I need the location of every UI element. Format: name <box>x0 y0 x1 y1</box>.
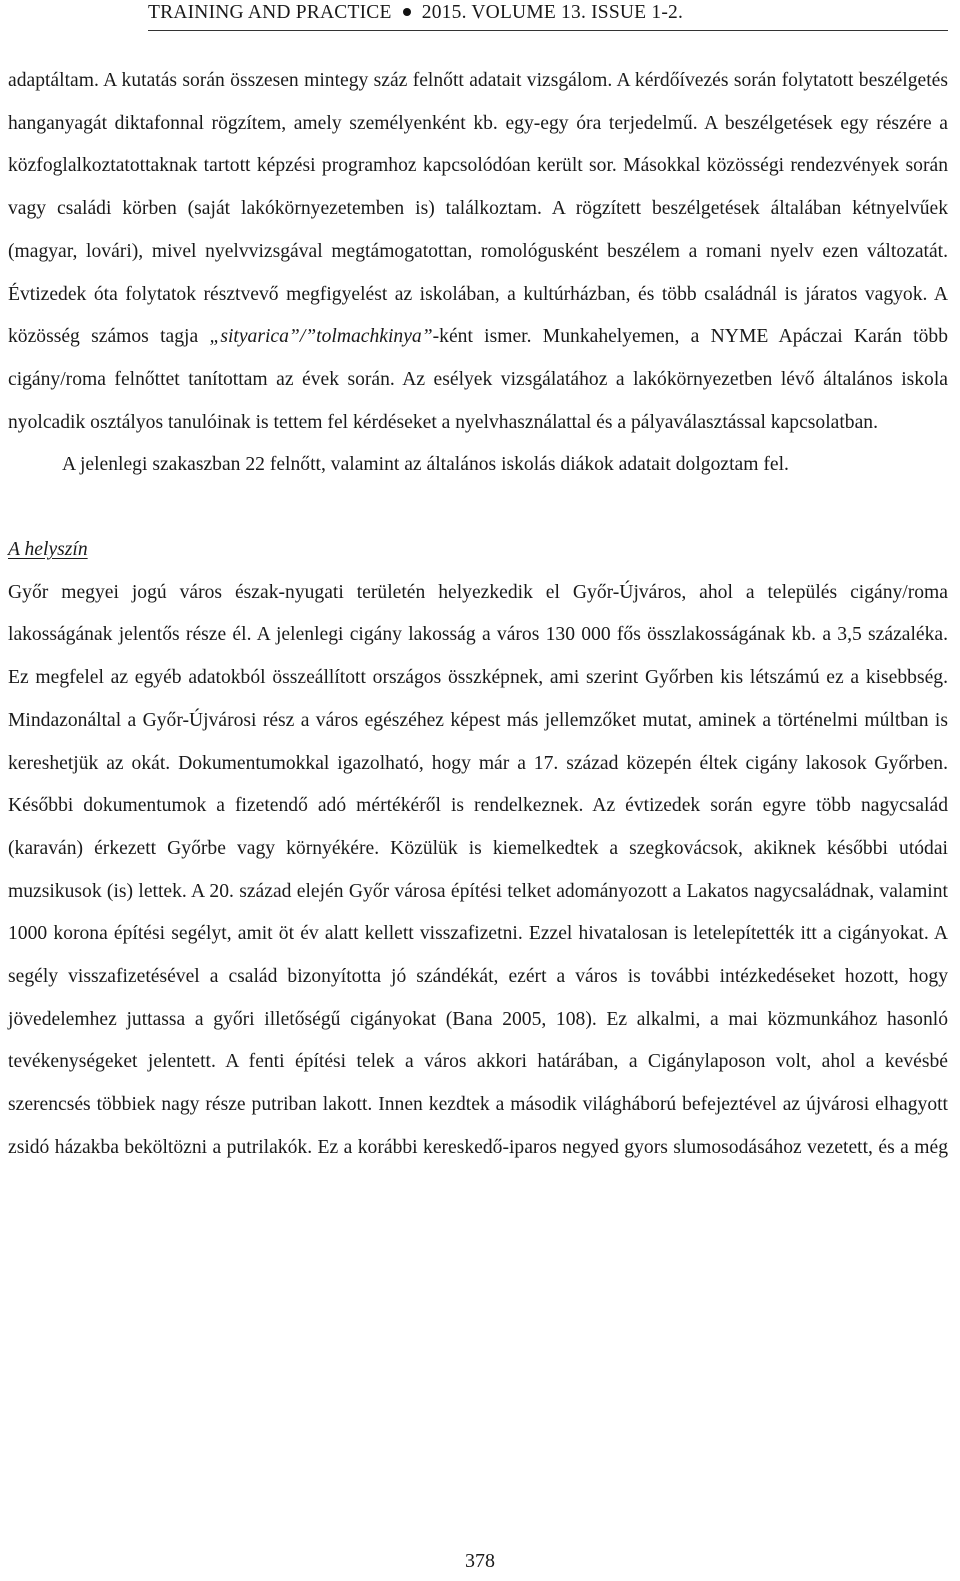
journal-title: TRAINING AND PRACTICE <box>148 2 392 23</box>
paragraph-methods-part-1: adaptáltam. A kutatás során összesen mintegy száz felnőtt adatait vizsgálom. A kérdőívezés során folytatott beszélgetés hanganyagát diktafonnal rögzítem, amely személyenként kb. egy-egy óra terjedelmű. A beszélgetések egy részére a közfoglalkoztatottaknak tartott képzési programhoz kapcsolódóan került sor. Másokkal közösségi rendezvények során vagy családi körben (saját lakókörnyezetemben is) találkoztam. A rögzített beszélgetések általában kétnyelvűek (magyar, lovári), mivel nyelvvizsgával megtámogatottan, romológusként beszélem a romani nyelv ezen változatát. Évtizedek óta folytatok résztvevő megfigyelést az iskolában, a kultúrházban, és több családnál is járatos vagyok. A közösség számos tagja <box>8 70 948 348</box>
nickname-italic: „sityarica”/”tolmachkinya” <box>209 326 433 348</box>
paragraph-location: Győr megyei jogú város észak-nyugati területén helyezkedik el Győr-Újváros, ahol a település cigány/roma lakosságának jelentős része él. A jelenlegi cigány lakosság a város 130 000 fős összlakosságának kb. a 3,5 százaléka. Ez megfelel az egyéb adatokból összeállított országos összképnek, ami szerint Győrben kis létszámú ez a kisebbség. Mindazonáltal a Győr-Újvárosi rész a város egészéhez képest más jellemzőket mutat, aminek a történelmi múltban is kereshetjük az okát. Dokumentumokkal igazolható, hogy már a 17. század közepén éltek cigány lakosok Győrben. Későbbi dokumentumok a fizetendő adó mértékéről is rendelkeznek. Az évtizedek során egyre több nagycsalád (karaván) érkezett Győrbe vagy környékére. Közülük is kiemelkedtek a szegkovácsok, akiknek későbbi utódai muzsikusok (is) lettek. A 20. század elején Győr városa építési telket adományozott a Lakatos nagycsaládnak, valamint 1000 korona építési segélyt, amit öt év alatt kellett visszafizetni. Ezzel hivatalosan is letelepítették itt a cigányokat. A segély visszafizetésével a család bizonyította jó szándékát, ezért a város is további intézkedéseket hozott, hogy jövedelemhez juttassa a győri illetőségű cigányokat (Bana 2005, 108). Ez alkalmi, a mai közmunkához hasonló tevékenységeket jelentett. A fenti építési telek a város akkori határában, a Cigánylaposon volt, ahol a kevésbé szerencsés többiek nagy része putriban lakott. Innen kezdtek a második világháború befejeztével az újvárosi elhagyott zsidó házakba beköltözni a putrilakók. Ez a korábbi kereskedő-iparos negyed gyors slumosodásához vezetett, és a még <box>8 581 948 1158</box>
paragraph-methods-part-2: -ként ismer. Munkahelyemen, a NYME Apáczai Karán több cigány/roma felnőttet tanítottam az évek során. Az esélyek vizsgálatához a lakókörnyezetben lévő általános iskola nyolcadik osztályos tanulóinak is tettem fel kérdéseket a nyelvhasználattal és a pályaválasztással kapcsolatban. <box>8 326 948 433</box>
page-number: 378 <box>465 1550 495 1572</box>
body-text <box>8 60 948 1170</box>
issue-info: 2015. VOLUME 13. ISSUE 1-2. <box>421 2 684 23</box>
paragraph-methods <box>8 60 948 444</box>
running-header <box>148 0 948 31</box>
bullet-dot-icon <box>403 8 411 16</box>
section-title: A helyszín <box>8 539 88 561</box>
paragraph-current-phase: A jelenlegi szakaszban 22 felnőtt, valamint az általános iskolás diákok adatait dolgoztam fel. <box>62 454 789 476</box>
